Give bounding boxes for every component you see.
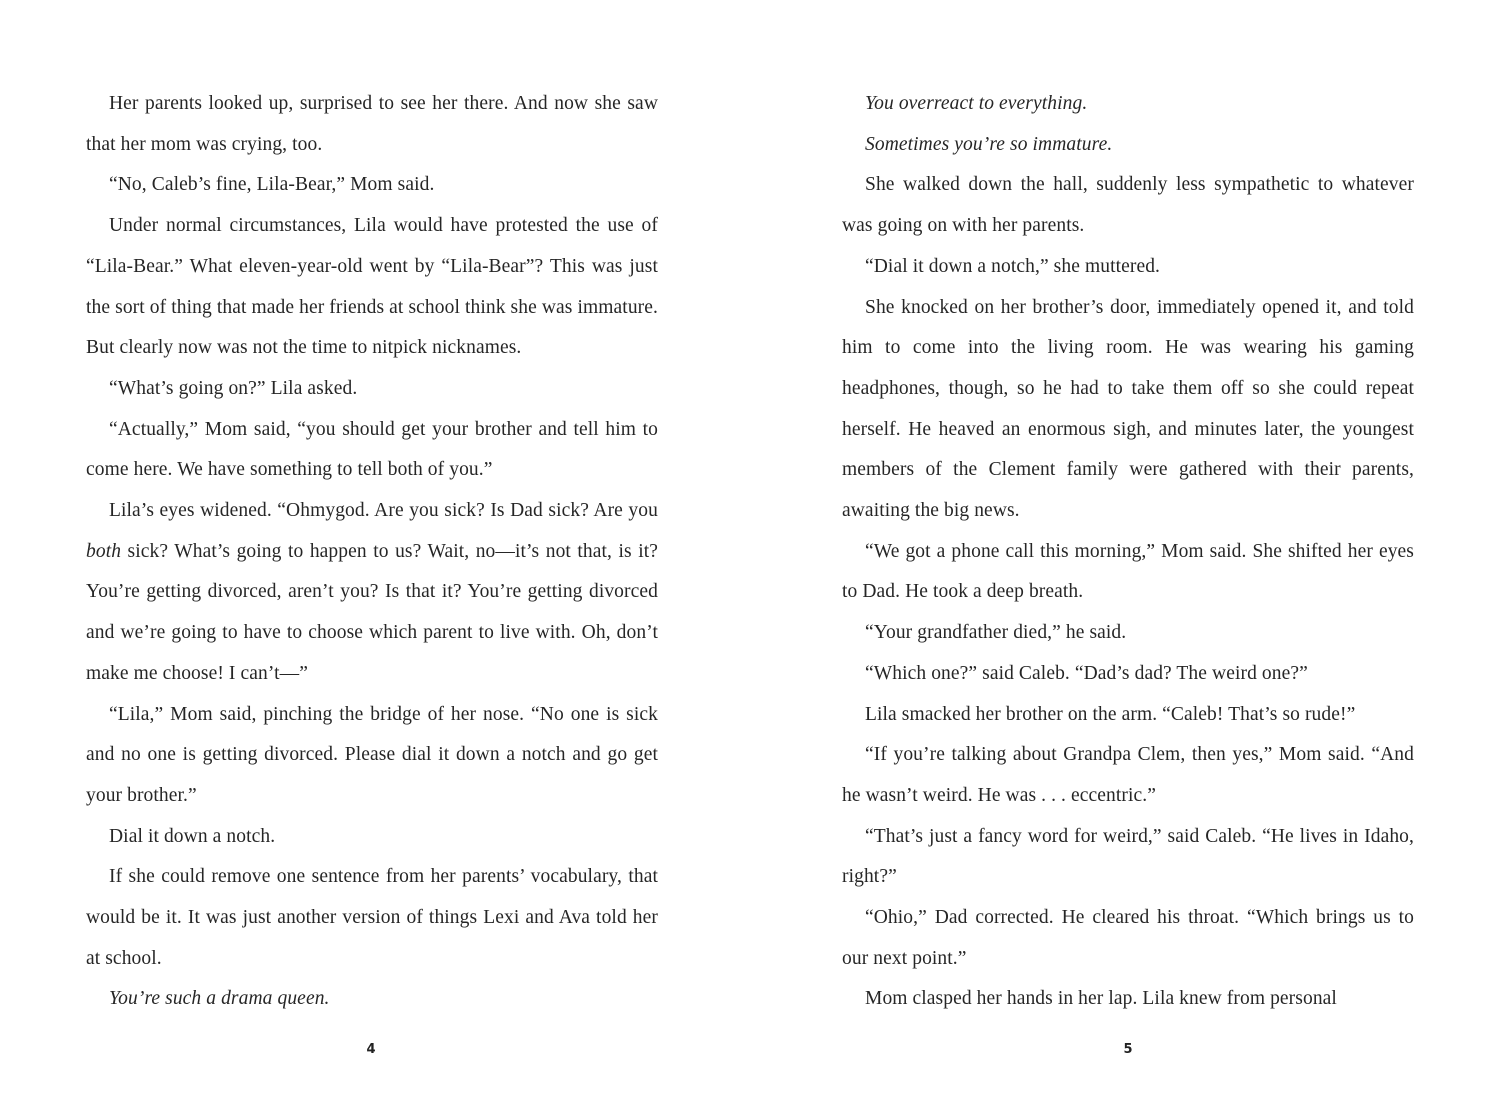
page-number: 4 (366, 1042, 376, 1057)
paragraph: Lila smacked her brother on the arm. “Caleb! That’s so rude!” (865, 703, 1356, 725)
paragraph: She knocked on her brother’s door, immediately opened it, and told him to come into the living room. He was wearing his gaming headphones, though, so he had to take them off so she could repeat herself. He heaved an enormous sigh, and minutes later, the youngest members of the Clement family were gathered with their parents, awaiting the big news. (842, 296, 1414, 522)
paragraph: “That’s just a fancy word for weird,” said Caleb. “He lives in Idaho, right?” (842, 825, 1414, 888)
paragraph: Dial it down a notch. (109, 825, 276, 847)
paragraph: Her parents looked up, surprised to see her there. And now she saw that her mom was crying, too. (86, 93, 658, 155)
paragraph-text: sick? What’s going to happen to us? Wait, no—it’s not that, is it? You’re getting divorced, aren’t you? Is that it? You’re getting divorced and we’re going to have to choose which parent to live with. Oh, don’t make me choose! I can’t—” (86, 540, 658, 684)
page-number: 5 (1123, 1042, 1133, 1057)
left-page (86, 84, 658, 1024)
paragraph: “Ohio,” Dad corrected. He cleared his throat. “Which brings us to our next point.” (842, 907, 1414, 969)
paragraph: “Which one?” said Caleb. “Dad’s dad? The weird one?” (865, 662, 1308, 684)
paragraph: “Lila,” Mom said, pinching the bridge of her nose. “No one is sick and no one is getting divorced. Please dial it down a notch and go get your brother.” (86, 703, 658, 806)
paragraph: If she could remove one sentence from her parents’ vocabulary, that would be it. It was just another version of things Lexi and Ava told her at school. (86, 866, 658, 969)
paragraph: “Dial it down a notch,” she muttered. (865, 255, 1161, 277)
paragraph: “We got a phone call this morning,” Mom said. She shifted her eyes to Dad. He took a deep breath. (842, 540, 1414, 603)
italic-paragraph: Sometimes you’re so immature. (865, 133, 1113, 155)
paragraph: She walked down the hall, suddenly less sympathetic to whatever was going on with her parents. (842, 174, 1414, 237)
paragraph: “Actually,” Mom said, “you should get your brother and tell him to come here. We have something to tell both of you.” (86, 418, 658, 481)
paragraph-text: Lila’s eyes widened. “Ohmygod. Are you sick? Is Dad sick? Are you (109, 500, 658, 522)
italic-paragraph: You’re such a drama queen. (109, 988, 330, 1010)
italic-paragraph: You overreact to everything. (865, 93, 1088, 114)
paragraph: Under normal circumstances, Lila would have protested the use of “Lila-Bear.” What eleven-year-old went by “Lila-Bear”? This was just the sort of thing that made her friends at school think she was immature. But clearly now was not the time to nitpick nicknames. (86, 215, 658, 359)
paragraph: “What’s going on?” Lila asked. (109, 377, 358, 399)
emphasis-text: both (86, 540, 122, 562)
paragraph (86, 491, 658, 695)
paragraph: “Your grandfather died,” he said. (865, 622, 1127, 644)
paragraph: “No, Caleb’s fine, Lila-Bear,” Mom said. (109, 174, 435, 196)
paragraph: “If you’re talking about Grandpa Clem, then yes,” Mom said. “And he wasn’t weird. He was . . . eccentric.” (842, 744, 1414, 806)
paragraph: Mom clasped her hands in her lap. Lila knew from personal (865, 988, 1337, 1010)
right-page (842, 84, 1414, 1024)
